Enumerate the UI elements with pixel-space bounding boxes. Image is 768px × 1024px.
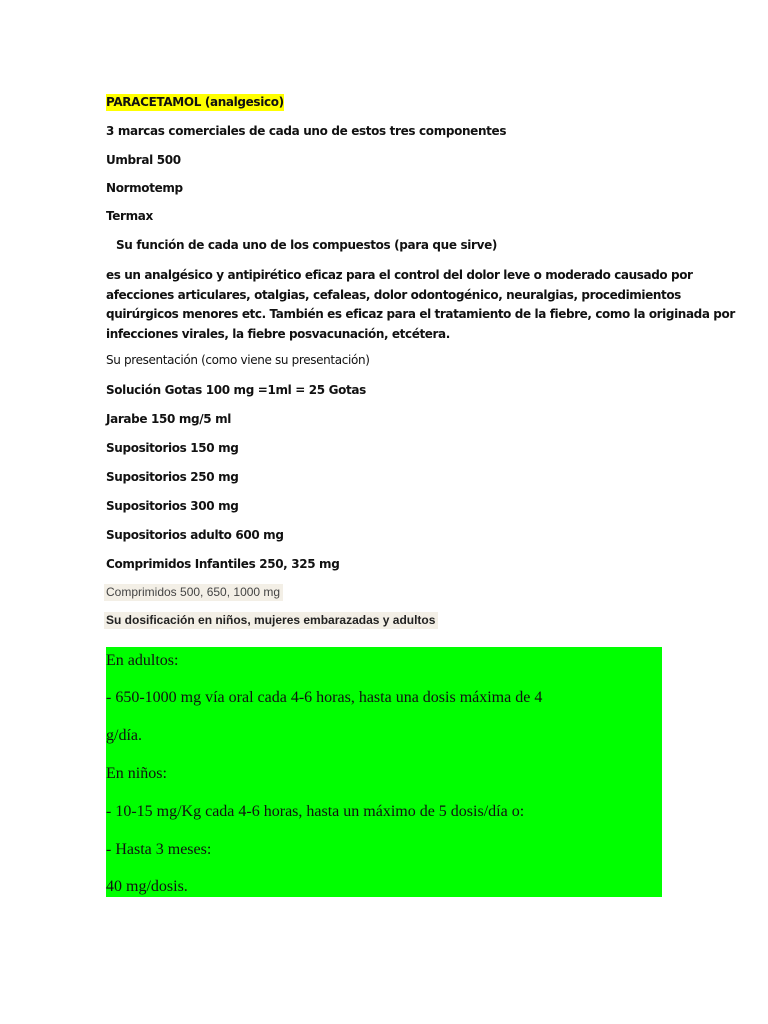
function-paragraph — [106, 266, 735, 344]
title-line — [106, 95, 284, 109]
dosage-line-3: g/día. — [106, 727, 142, 744]
title-highlight: PARACETAMOL (analgesico) — [106, 95, 284, 109]
presentation-4: Supositorios 250 mg — [106, 470, 239, 484]
dosage-highlight-box — [106, 647, 662, 897]
brand-3: Termax — [106, 209, 153, 223]
brand-2: Normotemp — [106, 181, 183, 195]
dosage-line-2: - 650-1000 mg vía oral cada 4-6 horas, hasta una dosis máxima de 4 — [106, 689, 543, 706]
subtitle: 3 marcas comerciales de cada uno de estos tres componentes — [106, 124, 507, 138]
dosage-heading-line — [106, 613, 438, 627]
presentation-1: Solución Gotas 100 mg =1ml = 25 Gotas — [106, 383, 366, 397]
dosage-line-4: En niños: — [106, 765, 167, 782]
function-line-3: quirúrgicos menores etc. También es eficaz para el tratamiento de la fiebre, como la originada por — [106, 307, 735, 321]
function-line-2: afecciones articulares, otalgias, cefaleas, dolor odontogénico, neuralgias, procedimientos — [106, 287, 681, 302]
function-heading: Su función de cada uno de los compuestos (para que sirve) — [116, 238, 497, 252]
dosage-line-7: 40 mg/dosis. — [106, 878, 188, 895]
tablets-adult-line — [106, 585, 283, 599]
presentation-heading: Su presentación (como viene su presentación) — [106, 353, 370, 367]
dosage-line-5: - 10-15 mg/Kg cada 4-6 horas, hasta un máximo de 5 dosis/día o: — [106, 803, 525, 820]
function-line-4: infecciones virales, la fiebre posvacunación, etcétera. — [106, 326, 450, 341]
presentation-5: Supositorios 300 mg — [106, 499, 239, 513]
presentation-7: Comprimidos Infantiles 250, 325 mg — [106, 557, 340, 571]
presentation-6: Supositorios adulto 600 mg — [106, 528, 284, 542]
dosage-line-1: En adultos: — [106, 652, 179, 669]
presentation-3: Supositorios 150 mg — [106, 441, 239, 455]
presentation-2: Jarabe 150 mg/5 ml — [106, 412, 232, 426]
brand-1: Umbral 500 — [106, 153, 181, 167]
dosage-heading: Su dosificación en niños, mujeres embarazadas y adultos — [104, 612, 438, 629]
dosage-line-6: - Hasta 3 meses: — [106, 841, 212, 858]
function-line-1: es un analgésico y antipirético eficaz para el control del dolor leve o moderado causado por — [106, 268, 693, 282]
tablets-adult-highlight: Comprimidos 500, 650, 1000 mg — [104, 584, 283, 601]
